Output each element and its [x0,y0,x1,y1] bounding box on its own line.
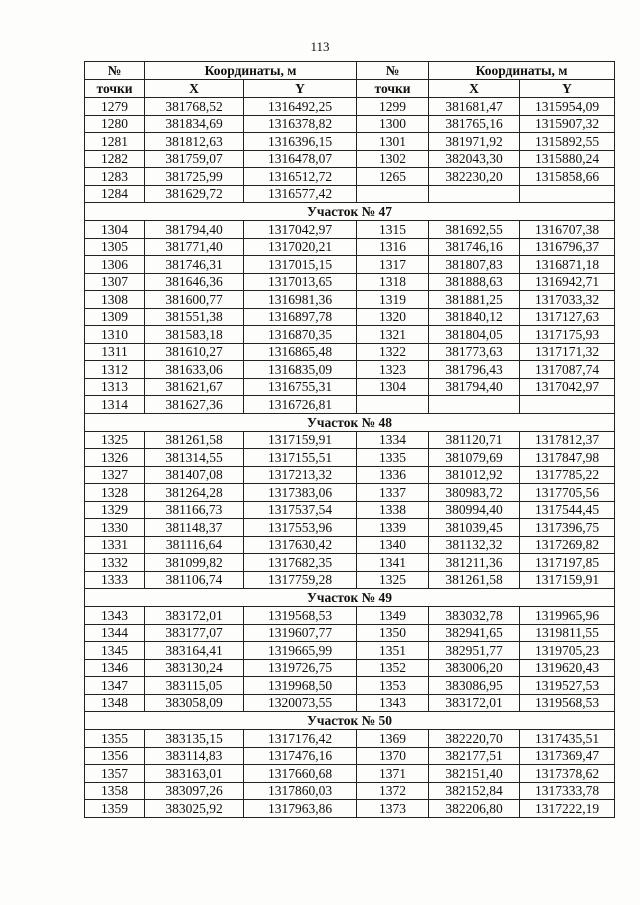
table-row [85,221,615,239]
y-coordinate-right-cell: 1317812,37 [520,431,615,449]
y-coordinate-right-cell: 1316707,38 [520,221,615,239]
point-number-cell: 1305 [85,238,145,256]
y-coordinate-right-cell: 1315907,32 [520,115,615,133]
y-coordinate-cell: 1319726,75 [244,659,357,677]
x-coordinate-cell: 381314,55 [145,449,244,467]
y-coordinate-cell: 1316897,78 [244,308,357,326]
x-coordinate-cell: 381551,38 [145,308,244,326]
y-coordinate-cell: 1319665,99 [244,642,357,660]
x-coordinate-cell: 381812,63 [145,133,244,151]
table-row [85,730,615,748]
point-number-cell: 1347 [85,677,145,695]
x-coordinate-right-cell: 382152,84 [429,782,520,800]
x-coordinate-cell: 381746,31 [145,256,244,274]
x-coordinate-cell: 381610,27 [145,343,244,361]
point-number-cell: 1344 [85,624,145,642]
point-number-right-cell: 1353 [357,677,429,695]
point-number-right-cell: 1372 [357,782,429,800]
x-coordinate-cell: 381407,08 [145,466,244,484]
y-coordinate-cell: 1316396,15 [244,133,357,151]
y-coordinate-right-cell: 1317127,63 [520,308,615,326]
point-number-cell: 1279 [85,98,145,116]
x-coordinate-cell: 381629,72 [145,185,244,203]
x-coordinate-cell: 381633,06 [145,361,244,379]
y-coordinate-cell: 1316835,09 [244,361,357,379]
x-coordinate-right-cell: 381261,58 [429,571,520,589]
table-row [85,536,615,554]
y-coordinate-cell: 1317383,06 [244,484,357,502]
section-title: Участок № 49 [85,589,615,607]
x-coordinate-right-cell: 381132,32 [429,536,520,554]
table-row [85,800,615,818]
x-coordinate-right-cell: 381796,43 [429,361,520,379]
point-number-cell: 1346 [85,659,145,677]
x-coordinate-cell: 381166,73 [145,501,244,519]
y-coordinate-cell: 1317630,42 [244,536,357,554]
point-number-right-cell: 1335 [357,449,429,467]
point-number-cell: 1311 [85,343,145,361]
y-coordinate-right-cell: 1319965,96 [520,607,615,625]
y-coordinate-right-cell [520,396,615,414]
table-row [85,98,615,116]
point-number-cell: 1359 [85,800,145,818]
point-number-cell: 1308 [85,291,145,309]
x-coordinate-cell: 381794,40 [145,221,244,239]
table-row [85,677,615,695]
table-row [85,150,615,168]
x-coordinate-right-cell: 380983,72 [429,484,520,502]
x-coordinate-cell: 381768,52 [145,98,244,116]
x-coordinate-right-cell: 381211,36 [429,554,520,572]
point-number-right-cell: 1369 [357,730,429,748]
point-number-cell: 1312 [85,361,145,379]
x-coordinate-right-cell: 381888,63 [429,273,520,291]
point-number-cell: 1355 [85,730,145,748]
table-row [85,273,615,291]
point-number-cell: 1326 [85,449,145,467]
y-coordinate-right-cell: 1315892,55 [520,133,615,151]
y-coordinate-right-cell: 1319620,43 [520,659,615,677]
point-number-cell: 1284 [85,185,145,203]
point-number-right-cell: 1302 [357,150,429,168]
x-coordinate-right-cell: 380994,40 [429,501,520,519]
y-coordinate-right-cell: 1317435,51 [520,730,615,748]
y-coordinate-cell: 1316870,35 [244,326,357,344]
point-number-cell: 1332 [85,554,145,572]
y-coordinate-cell: 1316865,48 [244,343,357,361]
x-coordinate-cell: 383025,92 [145,800,244,818]
point-number-right-cell: 1373 [357,800,429,818]
x-coordinate-right-cell: 381681,47 [429,98,520,116]
table-row [85,501,615,519]
point-number-cell: 1280 [85,115,145,133]
table-row [85,133,615,151]
y-coordinate-right-cell: 1319705,23 [520,642,615,660]
point-number-cell: 1283 [85,168,145,186]
x-coordinate-right-cell: 382230,20 [429,168,520,186]
y-coordinate-cell: 1317660,68 [244,765,357,783]
y-coordinate-right-cell: 1317544,45 [520,501,615,519]
table-row [85,449,615,467]
y-coordinate-right-cell: 1317087,74 [520,361,615,379]
point-number-right-cell: 1341 [357,554,429,572]
point-number-right-cell: 1319 [357,291,429,309]
point-number-right-cell: 1351 [357,642,429,660]
x-coordinate-right-cell: 383006,20 [429,659,520,677]
y-coordinate-cell: 1317553,96 [244,519,357,537]
point-number-right-cell: 1315 [357,221,429,239]
x-coordinate-cell: 381725,99 [145,168,244,186]
x-coordinate-cell: 383097,26 [145,782,244,800]
y-coordinate-cell: 1317176,42 [244,730,357,748]
point-number-right-cell: 1301 [357,133,429,151]
y-header-right: Y [520,80,615,98]
table-row [85,168,615,186]
x-coordinate-cell: 381264,28 [145,484,244,502]
y-coordinate-cell: 1319568,53 [244,607,357,625]
section-title: Участок № 47 [85,203,615,221]
table-row [85,747,615,765]
table-row [85,256,615,274]
x-coordinate-cell: 383058,09 [145,694,244,712]
x-coordinate-right-cell: 382177,51 [429,747,520,765]
x-coordinate-cell: 381261,58 [145,431,244,449]
point-number-right-cell: 1338 [357,501,429,519]
x-coordinate-cell: 381759,07 [145,150,244,168]
table-row [85,361,615,379]
point-number-right-cell: 1337 [357,484,429,502]
x-coordinate-cell: 381771,40 [145,238,244,256]
point-number-cell: 1304 [85,221,145,239]
point-number-right-cell: 1317 [357,256,429,274]
section-title: Участок № 50 [85,712,615,730]
y-coordinate-cell: 1317759,28 [244,571,357,589]
point-number-cell: 1330 [85,519,145,537]
x-coordinate-cell: 381646,36 [145,273,244,291]
y-coordinate-cell: 1317537,54 [244,501,357,519]
x-coordinate-right-cell: 383086,95 [429,677,520,695]
x-coordinate-cell: 381600,77 [145,291,244,309]
x-coordinate-cell: 383177,07 [145,624,244,642]
y-coordinate-cell: 1319968,50 [244,677,357,695]
point-number-right-cell: 1320 [357,308,429,326]
y-coordinate-cell: 1316981,36 [244,291,357,309]
table-row [85,782,615,800]
table-row [85,624,615,642]
point-number-right-cell: 1340 [357,536,429,554]
y-coordinate-right-cell: 1317847,98 [520,449,615,467]
x-coordinate-cell: 383163,01 [145,765,244,783]
y-coordinate-cell: 1317020,21 [244,238,357,256]
point-number-cell: 1329 [85,501,145,519]
x-coordinate-cell: 383135,15 [145,730,244,748]
point-number-right-cell: 1299 [357,98,429,116]
x-coordinate-cell: 383114,83 [145,747,244,765]
x-coordinate-cell: 383164,41 [145,642,244,660]
y-coordinate-cell: 1316512,72 [244,168,357,186]
point-number-right-cell: 1371 [357,765,429,783]
x-coordinate-right-cell: 382951,77 [429,642,520,660]
section-row [85,589,615,607]
y-coordinate-cell: 1316478,07 [244,150,357,168]
y-coordinate-cell: 1317159,91 [244,431,357,449]
table-row [85,607,615,625]
x-coordinate-right-cell: 381881,25 [429,291,520,309]
table-row [85,484,615,502]
x-coordinate-right-cell [429,185,520,203]
x-coordinate-right-cell: 381746,16 [429,238,520,256]
x-coordinate-cell: 381627,36 [145,396,244,414]
section-row [85,203,615,221]
x-coordinate-right-cell: 381773,63 [429,343,520,361]
table-row [85,326,615,344]
y-coordinate-right-cell: 1319811,55 [520,624,615,642]
table-row [85,431,615,449]
point-number-right-cell: 1300 [357,115,429,133]
y-coordinate-right-cell: 1319568,53 [520,694,615,712]
point-number-cell: 1307 [85,273,145,291]
y-coordinate-right-cell: 1317378,62 [520,765,615,783]
table-row [85,396,615,414]
point-number-right-cell: 1349 [357,607,429,625]
x-coordinate-right-cell: 381079,69 [429,449,520,467]
x-coordinate-right-cell: 381794,40 [429,378,520,396]
point-number-right-cell: 1321 [357,326,429,344]
point-number-right-cell: 1323 [357,361,429,379]
y-coordinate-cell: 1320073,55 [244,694,357,712]
point-number-right-cell [357,185,429,203]
y-coordinate-cell: 1316755,31 [244,378,357,396]
x-coordinate-right-cell: 383032,78 [429,607,520,625]
table-row [85,466,615,484]
y-coordinate-right-cell: 1315880,24 [520,150,615,168]
x-coordinate-right-cell: 382220,70 [429,730,520,748]
x-coordinate-cell: 381106,74 [145,571,244,589]
x-coordinate-cell: 381099,82 [145,554,244,572]
x-coordinate-right-cell: 382151,40 [429,765,520,783]
table-row [85,659,615,677]
point-number-right-cell: 1325 [357,571,429,589]
x-coordinate-right-cell: 382941,65 [429,624,520,642]
table-header [85,62,615,98]
y-coordinate-right-cell: 1317369,47 [520,747,615,765]
table-row [85,642,615,660]
table-row [85,571,615,589]
x-coordinate-cell: 383115,05 [145,677,244,695]
section-row [85,413,615,431]
coordinates-table [84,61,615,818]
point-number-right-cell: 1318 [357,273,429,291]
table-row [85,343,615,361]
y-coordinate-cell: 1317860,03 [244,782,357,800]
y-coordinate-cell: 1316726,81 [244,396,357,414]
y-coordinate-right-cell: 1317396,75 [520,519,615,537]
point-number-cell: 1310 [85,326,145,344]
point-number-cell: 1358 [85,782,145,800]
point-number-cell: 1331 [85,536,145,554]
y-coordinate-cell: 1316378,82 [244,115,357,133]
x-coordinate-cell: 381834,69 [145,115,244,133]
y-coordinate-right-cell: 1317197,85 [520,554,615,572]
y-coordinate-right-cell: 1317785,22 [520,466,615,484]
x-coordinate-right-cell: 381807,83 [429,256,520,274]
point-number-right-cell: 1334 [357,431,429,449]
x-coordinate-right-cell: 381971,92 [429,133,520,151]
y-coordinate-right-cell: 1315954,09 [520,98,615,116]
point-number-right-cell: 1304 [357,378,429,396]
y-coordinate-right-cell: 1317705,56 [520,484,615,502]
table-row [85,519,615,537]
y-coordinate-cell: 1317015,15 [244,256,357,274]
point-number-right-cell: 1343 [357,694,429,712]
x-coordinate-cell: 381148,37 [145,519,244,537]
x-coordinate-right-cell: 381804,05 [429,326,520,344]
point-number-cell: 1345 [85,642,145,660]
y-coordinate-cell: 1317963,86 [244,800,357,818]
point-number-cell: 1327 [85,466,145,484]
point-number-right-cell: 1350 [357,624,429,642]
y-coordinate-right-cell: 1316796,37 [520,238,615,256]
y-coordinate-cell: 1316492,25 [244,98,357,116]
table-body [85,98,615,818]
table-row [85,238,615,256]
x-coordinate-right-cell: 382206,80 [429,800,520,818]
x-header-right: X [429,80,520,98]
x-coordinate-right-cell: 381692,55 [429,221,520,239]
y-coordinate-right-cell: 1316871,18 [520,256,615,274]
point-number-right-cell: 1322 [357,343,429,361]
point-number-cell: 1314 [85,396,145,414]
point-number-right-cell [357,396,429,414]
x-coordinate-right-cell: 381120,71 [429,431,520,449]
y-header: Y [244,80,357,98]
point-sublabel-right: точки [357,80,429,98]
table-row [85,765,615,783]
table-row [85,291,615,309]
y-coordinate-cell: 1317213,32 [244,466,357,484]
y-coordinate-cell: 1317155,51 [244,449,357,467]
point-number-cell: 1306 [85,256,145,274]
x-header: X [145,80,244,98]
x-coordinate-right-cell: 381840,12 [429,308,520,326]
y-coordinate-right-cell: 1317175,93 [520,326,615,344]
point-number-cell: 1281 [85,133,145,151]
y-coordinate-right-cell: 1317042,97 [520,378,615,396]
point-number-right-cell: 1370 [357,747,429,765]
y-coordinate-cell: 1317682,35 [244,554,357,572]
point-sublabel: точки [85,80,145,98]
y-coordinate-right-cell: 1317171,32 [520,343,615,361]
point-number-cell: 1333 [85,571,145,589]
point-number-cell: 1343 [85,607,145,625]
point-number-cell: 1309 [85,308,145,326]
point-number-cell: 1325 [85,431,145,449]
coordinates-header-left: Координаты, м [145,62,357,80]
y-coordinate-cell: 1319607,77 [244,624,357,642]
table-row [85,694,615,712]
page-number: 113 [310,39,330,54]
x-coordinate-right-cell: 381039,45 [429,519,520,537]
point-number-cell: 1356 [85,747,145,765]
point-number-right-cell: 1339 [357,519,429,537]
section-row [85,712,615,730]
y-coordinate-right-cell: 1315858,66 [520,168,615,186]
point-number-header: № [85,62,145,80]
point-number-right-cell: 1352 [357,659,429,677]
coordinates-header-right: Координаты, м [429,62,615,80]
point-number-cell: 1328 [85,484,145,502]
y-coordinate-right-cell: 1317269,82 [520,536,615,554]
y-coordinate-cell: 1317042,97 [244,221,357,239]
x-coordinate-cell: 383130,24 [145,659,244,677]
y-coordinate-cell: 1316577,42 [244,185,357,203]
y-coordinate-right-cell: 1317222,19 [520,800,615,818]
section-title: Участок № 48 [85,413,615,431]
table-row [85,185,615,203]
point-number-cell: 1313 [85,378,145,396]
y-coordinate-right-cell: 1319527,53 [520,677,615,695]
point-number-cell: 1282 [85,150,145,168]
x-coordinate-cell: 383172,01 [145,607,244,625]
y-coordinate-cell: 1317476,16 [244,747,357,765]
y-coordinate-right-cell: 1317033,32 [520,291,615,309]
point-number-right-cell: 1265 [357,168,429,186]
table-row [85,115,615,133]
table-row [85,554,615,572]
table-row [85,378,615,396]
x-coordinate-right-cell: 383172,01 [429,694,520,712]
point-number-right-cell: 1336 [357,466,429,484]
point-number-header-right: № [357,62,429,80]
y-coordinate-cell: 1317013,65 [244,273,357,291]
point-number-cell: 1348 [85,694,145,712]
y-coordinate-right-cell: 1316942,71 [520,273,615,291]
x-coordinate-cell: 381583,18 [145,326,244,344]
y-coordinate-right-cell: 1317159,91 [520,571,615,589]
x-coordinate-right-cell: 381012,92 [429,466,520,484]
x-coordinate-right-cell [429,396,520,414]
x-coordinate-cell: 381621,67 [145,378,244,396]
point-number-cell: 1357 [85,765,145,783]
x-coordinate-cell: 381116,64 [145,536,244,554]
point-number-right-cell: 1316 [357,238,429,256]
x-coordinate-right-cell: 382043,30 [429,150,520,168]
y-coordinate-right-cell [520,185,615,203]
y-coordinate-right-cell: 1317333,78 [520,782,615,800]
x-coordinate-right-cell: 381765,16 [429,115,520,133]
table-row [85,308,615,326]
